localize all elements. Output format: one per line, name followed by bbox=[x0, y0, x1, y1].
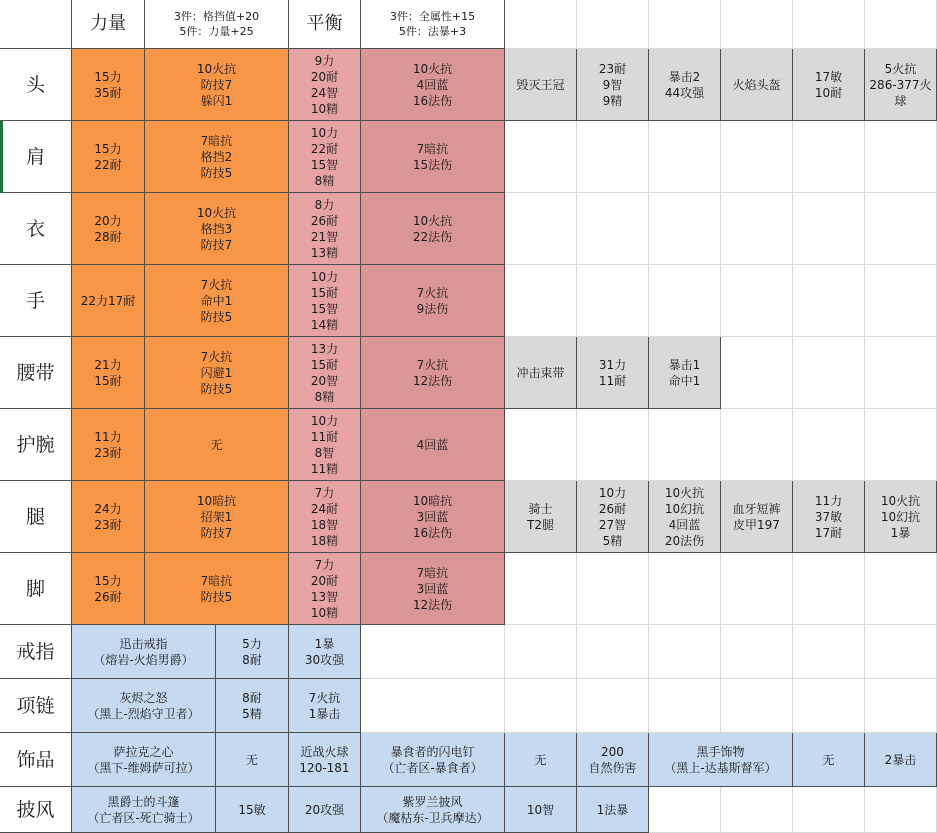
empty-cell[interactable] bbox=[721, 265, 793, 337]
empty-cell[interactable] bbox=[721, 787, 793, 833]
strength-stats-cell[interactable]: 15力 22耐 bbox=[72, 121, 145, 193]
slot-label[interactable]: 头 bbox=[0, 49, 72, 121]
balance-set-bonus[interactable]: 3件：全属性+15 5件：法暴+3 bbox=[361, 0, 505, 49]
strength-stats-cell[interactable]: 21力 15耐 bbox=[72, 337, 145, 409]
empty-cell[interactable] bbox=[793, 0, 865, 49]
accessory-item-cell[interactable]: 灰烬之怒 （黑上-烈焰守卫者） bbox=[72, 679, 216, 733]
accessory-item-cell[interactable]: 20攻强 bbox=[289, 787, 361, 833]
strength-stats-cell[interactable]: 24力 23耐 bbox=[72, 481, 145, 553]
empty-cell[interactable] bbox=[577, 265, 649, 337]
accessory-item-cell[interactable]: 迅击戒指 （熔岩-火焰男爵） bbox=[72, 625, 216, 679]
balance-extra-cell[interactable]: 10火抗 22法伤 bbox=[361, 193, 505, 265]
empty-cell[interactable] bbox=[577, 625, 649, 679]
accessory-item-cell[interactable]: 暴食者的闪电钉 （亡者区-暴食者） bbox=[361, 733, 505, 787]
strength-extra-cell[interactable]: 10暗抗 招架1 防技7 bbox=[145, 481, 289, 553]
empty-cell[interactable] bbox=[865, 553, 937, 625]
empty-cell[interactable] bbox=[577, 0, 649, 49]
alternative-item-cell[interactable]: 骑士 T2腿 bbox=[505, 481, 577, 553]
accessory-item-cell[interactable]: 近战火球 120-181 bbox=[289, 733, 361, 787]
alternative-item-cell[interactable]: 5火抗 286-377火球 bbox=[865, 49, 937, 121]
balance-stats-cell[interactable]: 10力 15耐 15智 14精 bbox=[289, 265, 361, 337]
accessory-item-cell[interactable]: 1暴 30攻强 bbox=[289, 625, 361, 679]
slot-label[interactable]: 脚 bbox=[0, 553, 72, 625]
empty-cell[interactable] bbox=[865, 679, 937, 733]
balance-stats-cell[interactable]: 10力 11耐 8智 11精 bbox=[289, 409, 361, 481]
balance-stats-cell[interactable]: 7力 24耐 18智 18精 bbox=[289, 481, 361, 553]
strength-set-title[interactable]: 力量 bbox=[72, 0, 145, 49]
empty-cell[interactable] bbox=[793, 679, 865, 733]
alternative-item-cell[interactable]: 暴击1 命中1 bbox=[649, 337, 721, 409]
accessory-item-cell[interactable]: 1法暴 bbox=[577, 787, 649, 833]
empty-cell[interactable] bbox=[793, 121, 865, 193]
balance-extra-cell[interactable]: 7火抗 9法伤 bbox=[361, 265, 505, 337]
alternative-item-cell[interactable]: 10火抗 10幻抗 4回蓝 20法伤 bbox=[649, 481, 721, 553]
alternative-item-cell[interactable]: 暴击2 44攻强 bbox=[649, 49, 721, 121]
empty-cell[interactable] bbox=[721, 337, 793, 409]
strength-set-bonus[interactable]: 3件：格挡值+20 5件：力量+25 bbox=[145, 0, 289, 49]
strength-extra-cell[interactable]: 无 bbox=[145, 409, 289, 481]
strength-stats-cell[interactable]: 22力17耐 bbox=[72, 265, 145, 337]
empty-cell[interactable] bbox=[361, 625, 505, 679]
empty-cell[interactable] bbox=[505, 121, 577, 193]
accessory-item-cell[interactable]: 200 自然伤害 bbox=[577, 733, 649, 787]
slot-label[interactable]: 腿 bbox=[0, 481, 72, 553]
balance-stats-cell[interactable]: 10力 22耐 15智 8精 bbox=[289, 121, 361, 193]
empty-cell[interactable] bbox=[505, 553, 577, 625]
strength-extra-cell[interactable]: 10火抗 防技7 躲闪1 bbox=[145, 49, 289, 121]
strength-stats-cell[interactable]: 11力 23耐 bbox=[72, 409, 145, 481]
empty-cell[interactable] bbox=[865, 787, 937, 833]
strength-extra-cell[interactable]: 7暗抗 格挡2 防技5 bbox=[145, 121, 289, 193]
accessory-slot-label[interactable]: 戒指 bbox=[0, 625, 72, 679]
empty-cell[interactable] bbox=[793, 625, 865, 679]
empty-cell[interactable] bbox=[721, 121, 793, 193]
balance-stats-cell[interactable]: 13力 15耐 20智 8精 bbox=[289, 337, 361, 409]
slot-label[interactable]: 腰带 bbox=[0, 337, 72, 409]
alternative-item-cell[interactable]: 10火抗 10幻抗 1暴 bbox=[865, 481, 937, 553]
accessory-slot-label[interactable]: 披风 bbox=[0, 787, 72, 833]
empty-cell[interactable] bbox=[505, 409, 577, 481]
empty-cell[interactable] bbox=[361, 679, 505, 733]
strength-extra-cell[interactable]: 7火抗 命中1 防技5 bbox=[145, 265, 289, 337]
empty-cell[interactable] bbox=[721, 553, 793, 625]
accessory-slot-label[interactable]: 饰品 bbox=[0, 733, 72, 787]
empty-cell[interactable] bbox=[793, 193, 865, 265]
empty-cell[interactable] bbox=[649, 787, 721, 833]
alternative-item-cell[interactable]: 11力 37敏 17耐 bbox=[793, 481, 865, 553]
accessory-item-cell[interactable]: 5力 8耐 bbox=[216, 625, 289, 679]
empty-cell[interactable] bbox=[505, 0, 577, 49]
accessory-item-cell[interactable]: 无 bbox=[216, 733, 289, 787]
corner-cell[interactable] bbox=[0, 0, 72, 49]
accessory-slot-label[interactable]: 项链 bbox=[0, 679, 72, 733]
empty-cell[interactable] bbox=[577, 553, 649, 625]
empty-cell[interactable] bbox=[793, 787, 865, 833]
slot-label[interactable]: 衣 bbox=[0, 193, 72, 265]
strength-extra-cell[interactable]: 10火抗 格挡3 防技7 bbox=[145, 193, 289, 265]
empty-cell[interactable] bbox=[865, 0, 937, 49]
empty-cell[interactable] bbox=[505, 679, 577, 733]
empty-cell[interactable] bbox=[649, 679, 721, 733]
accessory-item-cell[interactable]: 2暴击 bbox=[865, 733, 937, 787]
accessory-item-cell[interactable]: 萨拉克之心 （黑下-维姆萨可拉） bbox=[72, 733, 216, 787]
empty-cell[interactable] bbox=[577, 409, 649, 481]
accessory-item-cell[interactable]: 无 bbox=[793, 733, 865, 787]
accessory-item-cell[interactable]: 无 bbox=[505, 733, 577, 787]
empty-cell[interactable] bbox=[649, 265, 721, 337]
empty-cell[interactable] bbox=[865, 625, 937, 679]
active-row-indicator bbox=[0, 121, 3, 193]
accessory-item-cell[interactable]: 8耐 5精 bbox=[216, 679, 289, 733]
empty-cell[interactable] bbox=[721, 625, 793, 679]
empty-cell[interactable] bbox=[649, 193, 721, 265]
empty-cell[interactable] bbox=[577, 679, 649, 733]
alternative-item-cell[interactable]: 血牙短裤 皮甲197 bbox=[721, 481, 793, 553]
empty-cell[interactable] bbox=[721, 0, 793, 49]
balance-extra-cell[interactable]: 7火抗 12法伤 bbox=[361, 337, 505, 409]
balance-extra-cell[interactable]: 7暗抗 3回蓝 12法伤 bbox=[361, 553, 505, 625]
accessory-item-cell[interactable]: 10智 bbox=[505, 787, 577, 833]
alternative-item-cell[interactable]: 10力 26耐 27智 5精 bbox=[577, 481, 649, 553]
balance-extra-cell[interactable]: 10火抗 4回蓝 16法伤 bbox=[361, 49, 505, 121]
balance-extra-cell[interactable]: 4回蓝 bbox=[361, 409, 505, 481]
empty-cell[interactable] bbox=[865, 121, 937, 193]
empty-cell[interactable] bbox=[865, 337, 937, 409]
empty-cell[interactable] bbox=[505, 625, 577, 679]
empty-cell[interactable] bbox=[793, 337, 865, 409]
empty-cell[interactable] bbox=[793, 553, 865, 625]
strength-stats-cell[interactable]: 15力 26耐 bbox=[72, 553, 145, 625]
empty-cell[interactable] bbox=[649, 121, 721, 193]
accessory-item-cell[interactable]: 黑手饰物 （黑上-达基斯督军） bbox=[649, 733, 793, 787]
empty-cell[interactable] bbox=[721, 409, 793, 481]
balance-stats-cell[interactable]: 7力 20耐 13智 10精 bbox=[289, 553, 361, 625]
balance-extra-cell[interactable]: 7暗抗 15法伤 bbox=[361, 121, 505, 193]
empty-cell[interactable] bbox=[505, 193, 577, 265]
slot-label[interactable]: 肩 bbox=[0, 121, 72, 193]
balance-stats-cell[interactable]: 8力 26耐 21智 13精 bbox=[289, 193, 361, 265]
accessory-item-cell[interactable]: 黑爵士的斗篷 （亡者区-死亡骑士） bbox=[72, 787, 216, 833]
empty-cell[interactable] bbox=[577, 193, 649, 265]
strength-stats-cell[interactable]: 15力 35耐 bbox=[72, 49, 145, 121]
empty-cell[interactable] bbox=[649, 409, 721, 481]
balance-extra-cell[interactable]: 10暗抗 3回蓝 16法伤 bbox=[361, 481, 505, 553]
empty-cell[interactable] bbox=[649, 0, 721, 49]
accessory-item-cell[interactable]: 7火抗 1暴击 bbox=[289, 679, 361, 733]
strength-extra-cell[interactable]: 7暗抗 防技5 bbox=[145, 553, 289, 625]
alternative-item-cell[interactable]: 17敏 10耐 bbox=[793, 49, 865, 121]
empty-cell[interactable] bbox=[865, 409, 937, 481]
empty-cell[interactable] bbox=[649, 553, 721, 625]
alternative-item-cell[interactable]: 23耐 9智 9精 bbox=[577, 49, 649, 121]
alternative-item-cell[interactable]: 火焰头盔 bbox=[721, 49, 793, 121]
empty-cell[interactable] bbox=[865, 265, 937, 337]
empty-cell[interactable] bbox=[649, 625, 721, 679]
accessory-item-cell[interactable]: 15敏 bbox=[216, 787, 289, 833]
empty-cell[interactable] bbox=[577, 121, 649, 193]
accessory-item-cell[interactable]: 紫罗兰披风 （魔枯东-卫兵摩达） bbox=[361, 787, 505, 833]
slot-label[interactable]: 护腕 bbox=[0, 409, 72, 481]
alternative-item-cell[interactable]: 毁灭王冠 bbox=[505, 49, 577, 121]
balance-set-title[interactable]: 平衡 bbox=[289, 0, 361, 49]
strength-extra-cell[interactable]: 7火抗 闪避1 防技5 bbox=[145, 337, 289, 409]
empty-cell[interactable] bbox=[721, 679, 793, 733]
empty-cell[interactable] bbox=[865, 193, 937, 265]
strength-stats-cell[interactable]: 20力 28耐 bbox=[72, 193, 145, 265]
empty-cell[interactable] bbox=[793, 409, 865, 481]
empty-cell[interactable] bbox=[505, 265, 577, 337]
alternative-item-cell[interactable]: 冲击束带 bbox=[505, 337, 577, 409]
slot-label[interactable]: 手 bbox=[0, 265, 72, 337]
alternative-item-cell[interactable]: 31力 11耐 bbox=[577, 337, 649, 409]
empty-cell[interactable] bbox=[793, 265, 865, 337]
empty-cell[interactable] bbox=[721, 193, 793, 265]
balance-stats-cell[interactable]: 9力 20耐 24智 10精 bbox=[289, 49, 361, 121]
